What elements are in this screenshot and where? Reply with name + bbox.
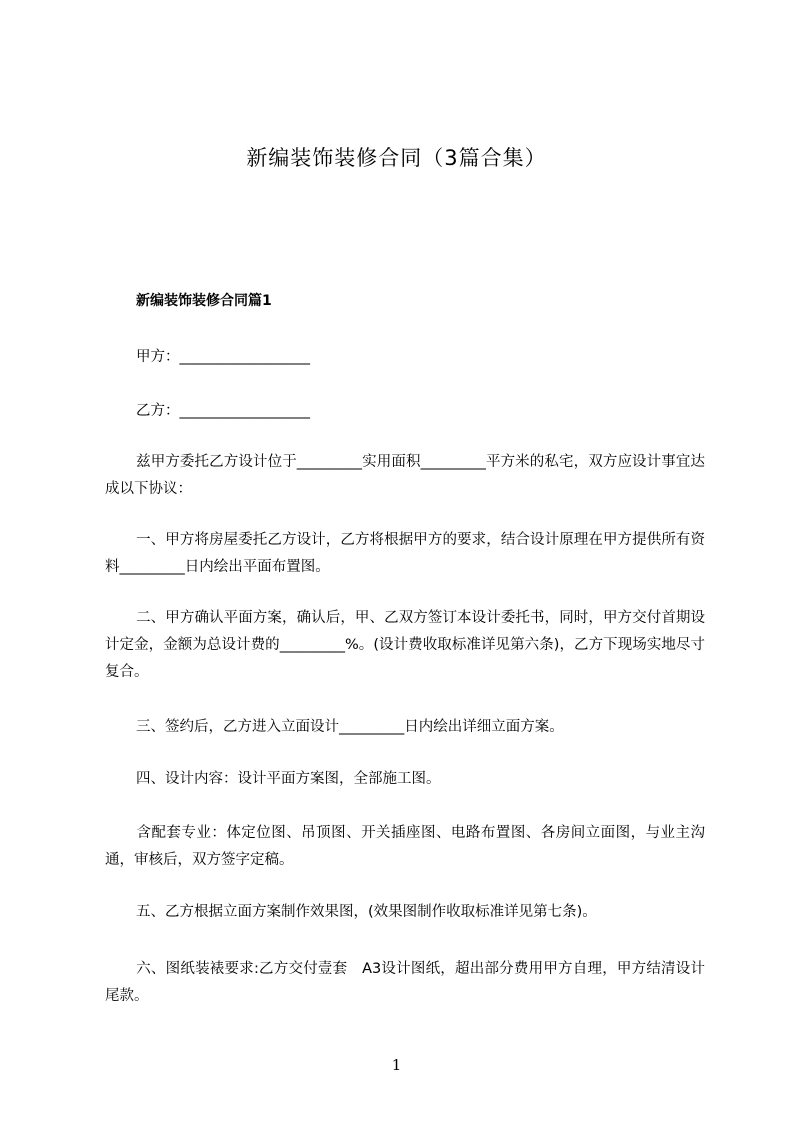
paragraph-text: 二、甲方确认平面方案，确认后，甲、乙双方签订本设计委托书，同时，甲方交付首期设计定金，金额为总设计费的_________%。(设计费收取标准详见第六条)，乙方下现场实地尽寸复合。: [105, 610, 705, 680]
paragraph-text: 兹甲方委托乙方设计位于_________实用面积_________平方米的私宅，双方应设计事宜达成以下协议：: [105, 454, 705, 497]
paragraph-text: 五、乙方根据立面方案制作效果图，(效果图制作收取标准详见第七条)。: [136, 904, 597, 920]
paragraph-text: 一、甲方将房屋委托乙方设计，乙方将根据甲方的要求，结合设计原理在甲方提供所有资料_________日内绘出平面布置图。: [105, 532, 705, 575]
paragraph-intro: [105, 449, 705, 503]
section-heading: 新编装饰装修合同篇1: [136, 293, 272, 309]
paragraph-clause-1: [105, 527, 705, 581]
paragraph-clause-4-detail: [105, 820, 705, 874]
paragraph-text: 三、签约后，乙方进入立面设计_________日内绘出详细立面方案。: [136, 719, 564, 735]
party-a-line: 甲方：__________________: [136, 349, 310, 365]
page-number: 1: [391, 1056, 402, 1074]
paragraph-clause-4: [105, 766, 705, 793]
party-b-line: 乙方：__________________: [136, 403, 310, 419]
paragraph-clause-5: [105, 899, 705, 926]
document-title: 新编装饰装修合同（3篇合集）: [246, 146, 547, 170]
paragraph-clause-2: [105, 605, 705, 686]
paragraph-clause-3: [105, 714, 705, 741]
paragraph-clause-6: [105, 956, 705, 1010]
paragraph-text: 四、设计内容：设计平面方案图，全部施工图。: [136, 771, 441, 787]
paragraph-text: 六、图纸装裱要求:乙方交付壹套 A3设计图纸，超出部分费用甲方自理，甲方结清设计尾款。: [105, 961, 705, 1004]
paragraph-text: 含配套专业：体定位图、吊顶图、开关插座图、电路布置图、各房间立面图，与业主沟通，审核后，双方签字定稿。: [105, 825, 705, 868]
